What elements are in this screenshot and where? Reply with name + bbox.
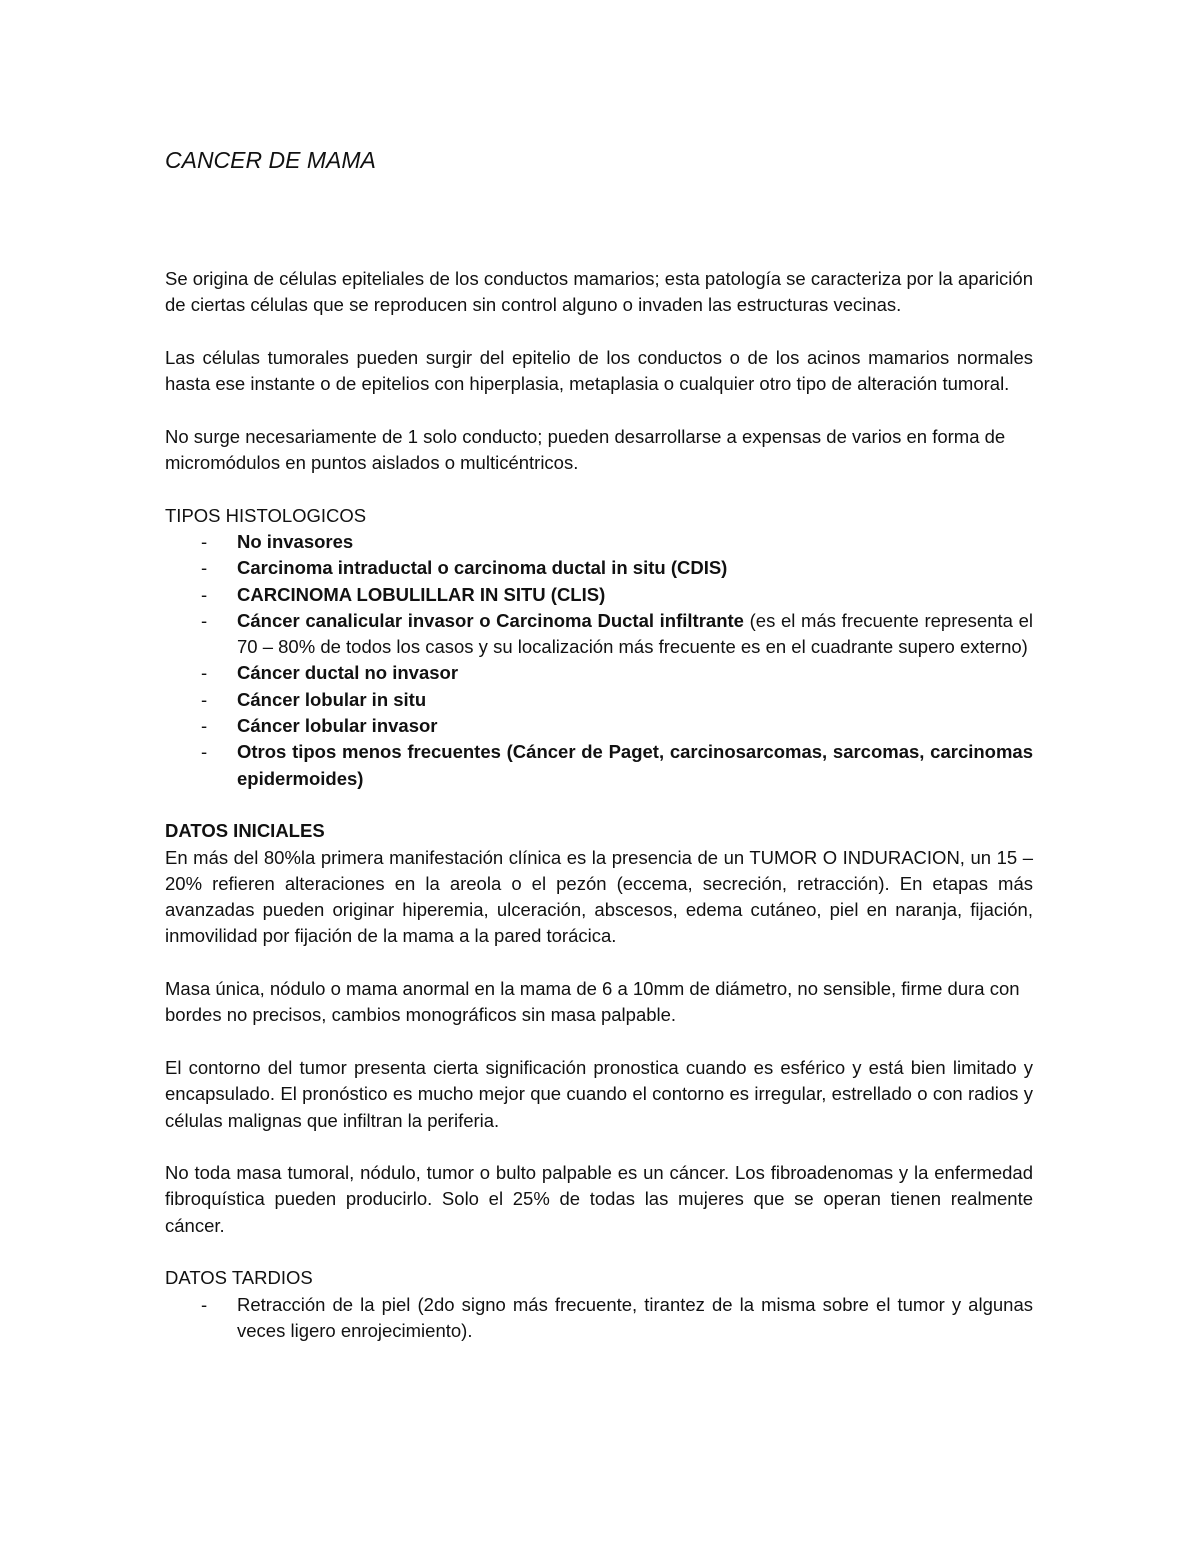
datos-iniciales-heading: DATOS INICIALES xyxy=(165,820,325,842)
dash-bullet: - xyxy=(201,715,208,737)
list-item-text: No invasores xyxy=(237,530,354,552)
list-item xyxy=(165,660,1033,686)
datos-tardios-heading: DATOS TARDIOS xyxy=(165,1267,313,1289)
list-item xyxy=(165,529,1033,555)
list-item-text: Retracción de la piel (2do signo más frecuente, tirantez de la misma sobre el tumor y algunas veces ligero enrojecimiento). xyxy=(237,1293,1033,1341)
datos-iniciales-paragraph-4: No toda masa tumoral, nódulo, tumor o bulto palpable es un cáncer. Los fibroadenomas y la enfermedad fibroquística pueden producirlo. Solo el 25% de todas las mujeres que se operan tienen realmente cáncer. xyxy=(165,1162,1033,1236)
list-item-text: Cáncer lobular in situ xyxy=(237,688,427,710)
list-item-text: Cáncer canalicular invasor o Carcinoma Ductal infiltrante xyxy=(237,609,744,631)
list-item xyxy=(165,582,1033,608)
intro-paragraph-2: Las células tumorales pueden surgir del epitelio de los conductos o de los acinos mamarios normales hasta ese instante o de epitelios con hiperplasia, metaplasia o cualquier otro tipo de alteración tumoral. xyxy=(165,346,1033,395)
dash-bullet: - xyxy=(201,1293,208,1315)
list-item xyxy=(165,555,1033,581)
dash-bullet: - xyxy=(201,688,208,710)
list-item-note: (es el más frecuente representa el 70 – 80% de todos los casos y su localización más frecuente es en el cuadrante supero externo) xyxy=(237,609,1033,658)
datos-iniciales-paragraph-2: Masa única, nódulo o mama anormal en la mama de 6 a 10mm de diámetro, no sensible, firme dura con bordes no precisos, cambios monográficos sin masa palpable. xyxy=(165,978,1020,1026)
datos-iniciales-paragraph-1: En más del 80%la primera manifestación clínica es la presencia de un TUMOR O INDURACION, un 15 – 20% refieren alteraciones en la areola o el pezón (eccema, secreción, retracción). En etapas más avanzadas pueden originar hiperemia, ulceración, abscesos, edema cutáneo, piel en naranja, fijación, inmovilidad por fijación de la mama a la pared torácica. xyxy=(165,846,1033,947)
tipos-histologicos-list xyxy=(165,529,1033,792)
list-item xyxy=(165,739,1033,792)
dash-bullet: - xyxy=(201,530,208,552)
list-item-text: Cáncer lobular invasor xyxy=(237,715,438,737)
list-item xyxy=(165,713,1033,739)
intro-paragraph-1: Se origina de células epiteliales de los conductos mamarios; esta patología se caracteriza por la aparición de ciertas células que se reproducen sin control alguno o invaden las estructuras vecinas. xyxy=(165,268,1033,316)
dash-bullet: - xyxy=(201,557,208,579)
list-item xyxy=(165,1292,1033,1345)
list-item xyxy=(165,608,1033,661)
dash-bullet: - xyxy=(201,662,208,684)
dash-bullet: - xyxy=(201,583,208,605)
tipos-histologicos-heading: TIPOS HISTOLOGICOS xyxy=(165,504,367,526)
document-body xyxy=(165,266,1033,1370)
intro-paragraph-3: No surge necesariamente de 1 solo conducto; pueden desarrollarse a expensas de varios en forma de micromódulos en puntos aislados o multicéntricos. xyxy=(165,425,1006,474)
list-item-text: Otros tipos menos frecuentes (Cáncer de Paget, carcinosarcomas, sarcomas, carcinomas epidermoides) xyxy=(237,741,1033,789)
list-item-text: CARCINOMA LOBULILLAR IN SITU (CLIS) xyxy=(237,583,606,605)
list-item-text: Cáncer ductal no invasor xyxy=(237,662,459,684)
datos-tardios-list xyxy=(165,1292,1033,1345)
datos-iniciales-paragraph-3: El contorno del tumor presenta cierta significación pronostica cuando es esférico y está bien limitado y encapsulado. El pronóstico es mucho mejor que cuando el contorno es irregular, estrellado o con radios y células malignas que infiltran la periferia. xyxy=(165,1056,1033,1131)
dash-bullet: - xyxy=(201,741,208,763)
document-title: CANCER DE MAMA xyxy=(165,147,376,173)
list-item xyxy=(165,687,1033,713)
dash-bullet: - xyxy=(201,609,208,631)
list-item-text: Carcinoma intraductal o carcinoma ductal in situ (CDIS) xyxy=(237,557,728,579)
